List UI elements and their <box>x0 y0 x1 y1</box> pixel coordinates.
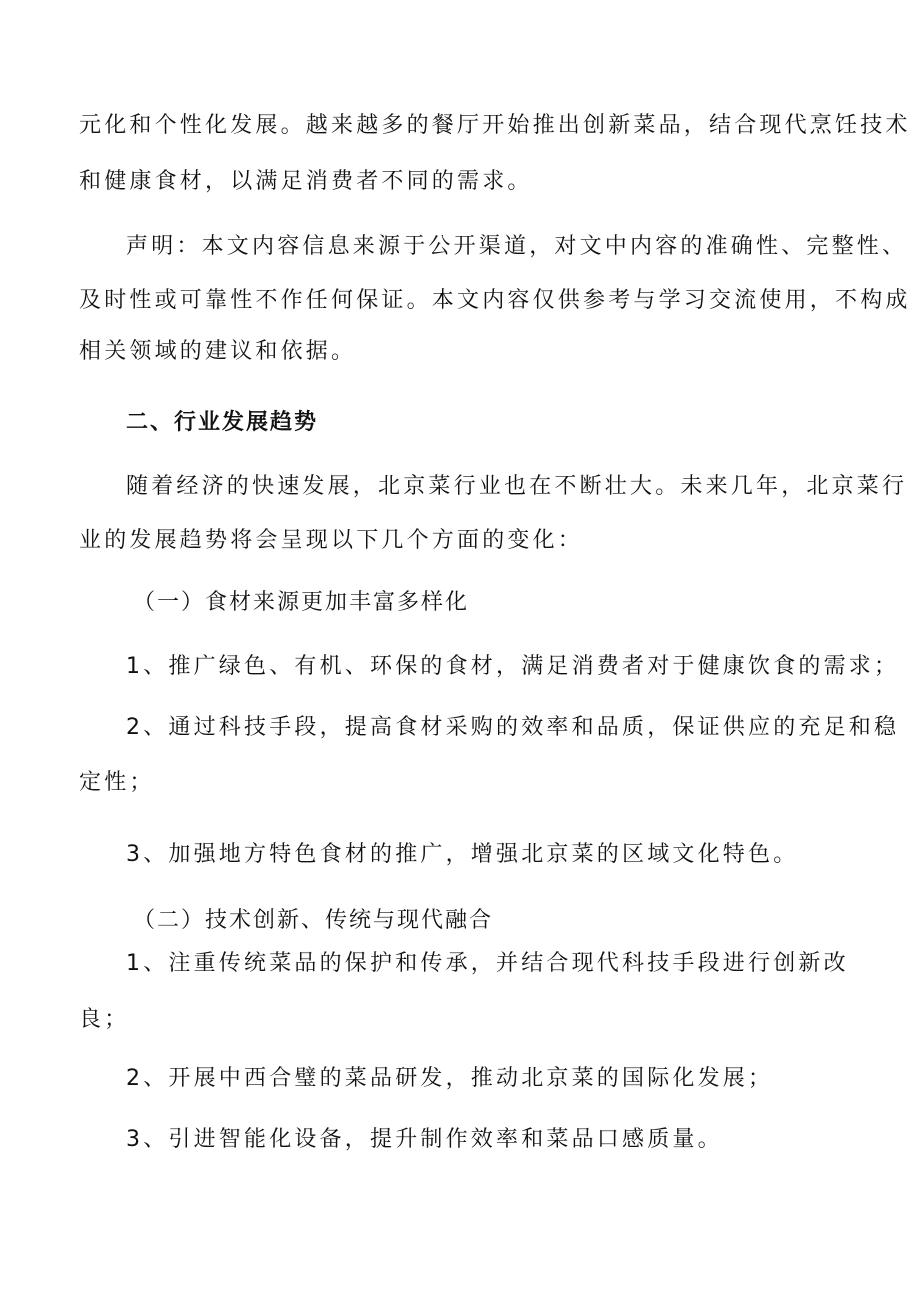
subsection-2-item-2: 2、开展中西合璧的菜品研发，推动北京菜的国际化发展； <box>126 1066 774 1091</box>
subsection-2-item-1-line-1: 1、注重传统菜品的保护和传承，并结合现代科技手段进行创新改 <box>126 951 849 976</box>
subsection-1-title: （一）食材来源更加丰富多样化 <box>133 590 470 615</box>
subsection-2-title: （二）技术创新、传统与现代融合 <box>133 908 494 933</box>
trend-intro-line-2: 业的发展趋势将会呈现以下几个方面的变化： <box>79 528 584 553</box>
intro-paragraph-line-2: 和健康食材，以满足消费者不同的需求。 <box>79 169 533 194</box>
subsection-2-item-1-line-2: 良； <box>79 1007 130 1032</box>
disclaimer-line-1: 声明：本文内容信息来源于公开渠道，对文中内容的准确性、完整性、 <box>126 234 908 259</box>
intro-paragraph-line-1: 元化和个性化发展。越来越多的餐厅开始推出创新菜品，结合现代烹饪技术 <box>79 113 911 138</box>
subsection-2-item-3: 3、引进智能化设备，提升制作效率和菜品口感质量。 <box>126 1127 723 1152</box>
subsection-1-item-1: 1、推广绿色、有机、环保的食材，满足消费者对于健康饮食的需求； <box>126 654 900 679</box>
section-heading: 二、行业发展趋势 <box>126 410 319 435</box>
trend-intro-line-1: 随着经济的快速发展，北京菜行业也在不断壮大。未来几年，北京菜行 <box>126 474 908 499</box>
subsection-1-item-2-line-2: 定性； <box>79 770 155 795</box>
disclaimer-line-3: 相关领域的建议和依据。 <box>79 339 357 364</box>
disclaimer-line-2: 及时性或可靠性不作任何保证。本文内容仅供参考与学习交流使用，不构成 <box>79 288 911 313</box>
subsection-1-item-3: 3、加强地方特色食材的推广，增强北京菜的区域文化特色。 <box>126 842 799 867</box>
subsection-1-item-2-line-1: 2、通过科技手段，提高食材采购的效率和品质，保证供应的充足和稳 <box>126 715 900 740</box>
